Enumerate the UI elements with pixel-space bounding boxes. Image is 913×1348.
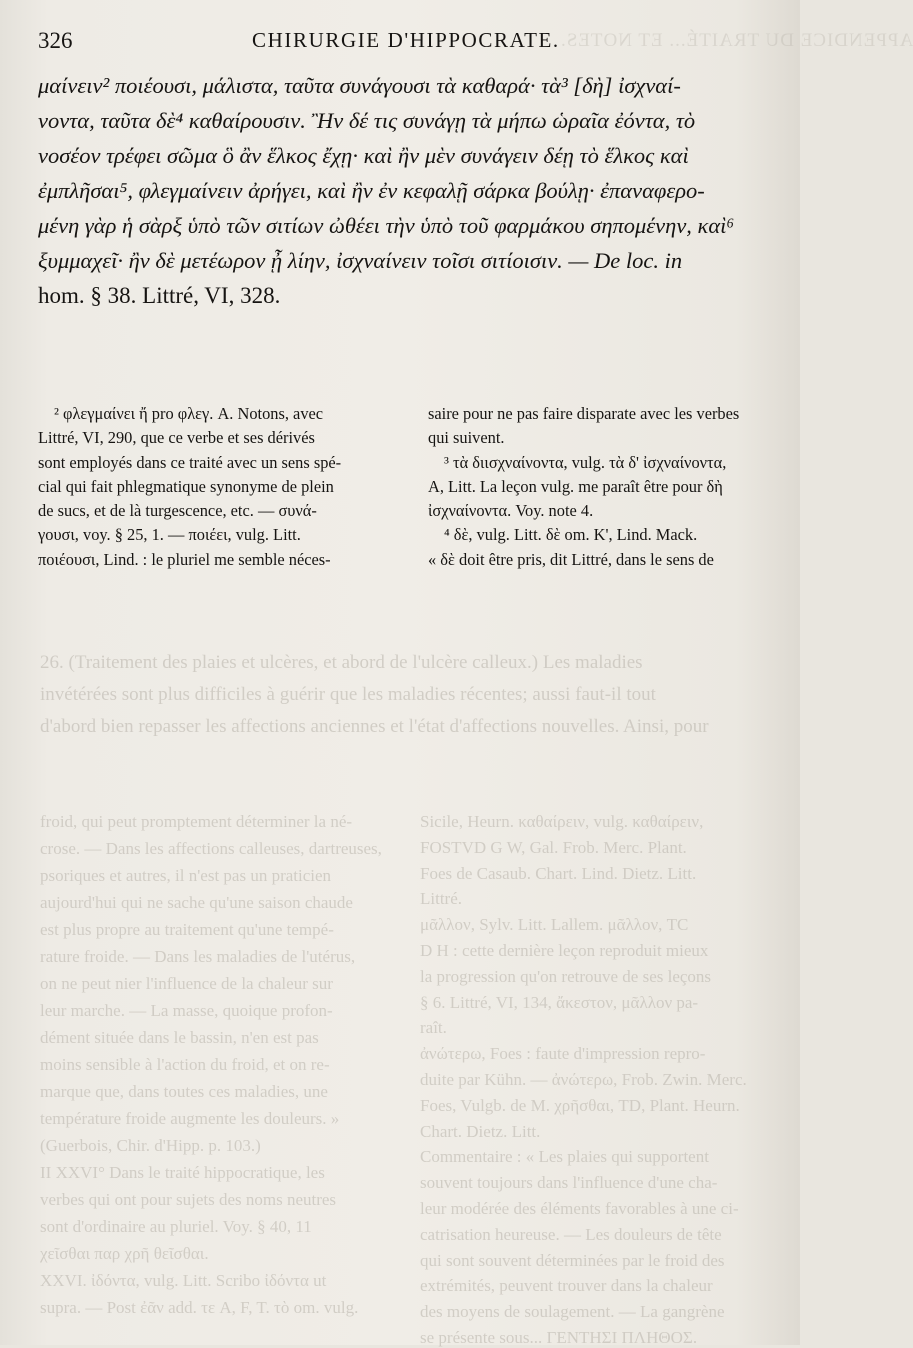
bleed-line: raît. xyxy=(420,1018,447,1038)
footnote-line: saire pour ne pas faire disparate avec les verbes xyxy=(428,404,740,423)
bleed-line: FOSTVD G W, Gal. Frob. Merc. Plant. xyxy=(420,837,687,857)
bleed-line: Chart. Dietz. Litt. xyxy=(420,1121,541,1141)
bleed-line: crose. — Dans les affections calleuses, dartreuses, xyxy=(40,839,382,858)
bleed-line: rature froide. — Dans les maladies de l'utérus, xyxy=(40,947,356,966)
text-line: νοσέον τρέφει σῶμα ὃ ἂν ἕλκος ἔχῃ· καὶ ἢν μὲν συνάγειν δέῃ τὸ ἕλκος καὶ xyxy=(38,143,689,168)
footnote-line: ³ τὰ διισχναίνοντα, vulg. τὰ δ' ἰσχναίνοντα, xyxy=(444,452,727,472)
text-line: ξυμμαχεῖ· ἢν δὲ μετέωρον ᾖ λίην, ἰσχναίνειν τοῖσι σιτίοισιν. — De loc. in xyxy=(38,248,683,273)
footnote-line: qui suivent. xyxy=(428,428,505,448)
bleed-line: supra. — Post ἐᾶν add. τε A, F, T. τὸ om. vulg. xyxy=(40,1298,359,1317)
bleed-line: Commentaire : « Les plaies qui supportent xyxy=(420,1147,709,1167)
bleed-line: aujourd'hui qui ne sache qu'une saison chaude xyxy=(40,893,353,912)
bleed-line: moins sensible à l'action du froid, et on re- xyxy=(40,1055,330,1074)
bleed-line: duite par Kühn. — ἀνώτερω, Frob. Zwin. Merc. xyxy=(420,1070,747,1089)
source-reference: hom. § 38. Littré, VI, 328. xyxy=(38,283,281,308)
bleed-line: invétérées sont plus difficiles à guérir que les maladies récentes; aussi faut-il tout xyxy=(40,684,656,705)
bleed-line: 26. (Traitement des plaies et ulcères, et abord de l'ulcère calleux.) Les maladies xyxy=(40,652,643,673)
bleed-line: extrémités, peuvent trouver dans la chaleur xyxy=(420,1276,713,1296)
text-line: μένη γὰρ ἡ σὰρξ ὑπὸ τῶν σιτίων ὠθέει τὴν ὑπὸ τοῦ φαρμάκου σηπομένην, καὶ⁶ xyxy=(38,213,735,238)
bleed-line: § 6. Littré, VI, 134, ἄκεστον, μᾶλλον pa- xyxy=(420,992,699,1012)
bleed-line: (Guerbois, Chir. d'Hipp. p. 103.) xyxy=(40,1136,261,1155)
bleed-line: catrisation heureuse. — Les douleurs de tête xyxy=(420,1224,722,1244)
bleed-line: χεῖσθαι παρ χρῆ θεῖσθαι. xyxy=(40,1244,209,1263)
bleed-line: psoriques et autres, il n'est pas un praticien xyxy=(40,866,332,885)
bleed-line: sont d'ordinaire au pluriel. Voy. § 40, 11 xyxy=(40,1217,312,1236)
bleed-line: verbes qui ont pour sujets des noms neutres xyxy=(40,1190,337,1209)
bleed-line: Littré. xyxy=(420,889,463,909)
bleed-line: se présente sous... ΓΕΝΤΗΣΙ ΠΛΗΘΟΣ. xyxy=(420,1328,698,1347)
text-line: ἐμπλῆσαι⁵, φλεγμαίνειν ἀρήγει, καὶ ἢν ἐν κεφαλῇ σάρκα βούλῃ· ἐπαναφερο- xyxy=(38,178,705,203)
bleed-line: D H : cette dernière leçon reproduit mieux xyxy=(420,941,709,960)
page-number: 326 xyxy=(38,28,73,53)
footnote-line: Littré, VI, 290, que ce verbe et ses dérivés xyxy=(38,428,315,448)
page-header xyxy=(38,28,778,58)
footnote-line: γουσι, voy. § 25, 1. — ποιέει, vulg. Litt. xyxy=(38,525,301,545)
running-title: CHIRURGIE D'HIPPOCRATE. xyxy=(252,28,560,52)
bleed-line: la progression qu'on retrouve de ses leçons xyxy=(420,966,712,986)
bleed-line: leur marche. — La masse, quoique profon- xyxy=(40,1001,333,1020)
bleed-line: dément située dans le bassin, n'en est pas xyxy=(40,1028,319,1047)
footnote-line: ἰσχναίνοντα. Voy. note 4. xyxy=(428,501,594,521)
bleed-line: souvent toujours dans l'influence d'une cha- xyxy=(420,1173,718,1193)
footnote-line: A, Litt. La leçon vulg. me paraît être pour δὴ xyxy=(428,476,723,496)
bleed-line: qui sont souvent déterminées par le froid des xyxy=(420,1250,725,1270)
bleed-line: XXVI. ἰδόντα, vulg. Litt. Scribo ἰδόντα ut xyxy=(40,1271,327,1290)
bleed-line: température froide augmente les douleurs. » xyxy=(40,1109,340,1128)
bleed-line: Sicile, Heurn. καθαίρειν, vulg. καθαίρειν, xyxy=(420,812,704,831)
footnote-line: ⁴ δὲ, vulg. Litt. δὲ om. K', Lind. Mack. xyxy=(444,525,698,545)
footnote-line: sont employés dans ce traité avec un sens spé- xyxy=(38,452,342,472)
footnote-line: de sucs, et de là turgescence, etc. — συνά- xyxy=(38,501,317,521)
bleed-line: est plus propre au traitement qu'une tempé- xyxy=(40,920,334,939)
footnote-line: ² φλεγμαίνει ἤ pro φλεγ. A. Notons, avec xyxy=(54,404,324,423)
bleed-line: d'abord bien repasser les affections anciennes et l'état d'affections nouvelles. Ainsi, pour xyxy=(40,716,709,737)
bleed-line: μᾶλλον, Sylv. Litt. Lallem. μᾶλλον, TC xyxy=(420,915,689,935)
bleed-line: Foes, Vulgb. de M. χρῆσθαι, TD, Plant. Heurn. xyxy=(420,1095,740,1115)
bleed-line: des moyens de soulagement. — La gangrène xyxy=(420,1302,725,1322)
footnotes-left-column xyxy=(38,402,416,572)
bleed-line: froid, qui peut promptement déterminer la né- xyxy=(40,812,353,831)
bleed-running-header: APPENDICE DU TRAITÉ... ET NOTES. xyxy=(560,30,913,51)
footnote-line: cial qui fait phlegmatique synonyme de plein xyxy=(38,476,334,496)
main-greek-text xyxy=(38,68,783,313)
bleed-line: ἀνώτερω, Foes : faute d'impression repro- xyxy=(420,1044,706,1064)
bleed-line: II XXVI° Dans le traité hippocratique, les xyxy=(40,1163,325,1182)
footnote-line: ποιέουσι, Lind. : le pluriel me semble néces- xyxy=(38,549,331,569)
text-line: νοντα, ταῦτα δὲ⁴ καθαίρουσιν. Ἢν δέ τις συνάγῃ τὰ μήπω ὡραῖα ἐόντα, τὸ xyxy=(38,108,696,133)
bleed-line: marque que, dans toutes ces maladies, une xyxy=(40,1082,328,1101)
bleed-line: on ne peut nier l'influence de la chaleur sur xyxy=(40,974,333,993)
bleed-line: leur modérée des éléments favorables à une ci- xyxy=(420,1199,739,1218)
footnotes-right-column xyxy=(428,402,784,572)
footnote-line: « δὲ doit être pris, dit Littré, dans le sens de xyxy=(428,549,714,569)
text-line: μαίνειν² ποιέουσι, μάλιστα, ταῦτα συνάγουσι τὰ καθαρά· τὰ³ [δὴ] ἰσχναί- xyxy=(38,73,681,98)
bleed-line: Foes de Casaub. Chart. Lind. Dietz. Litt. xyxy=(420,863,697,883)
